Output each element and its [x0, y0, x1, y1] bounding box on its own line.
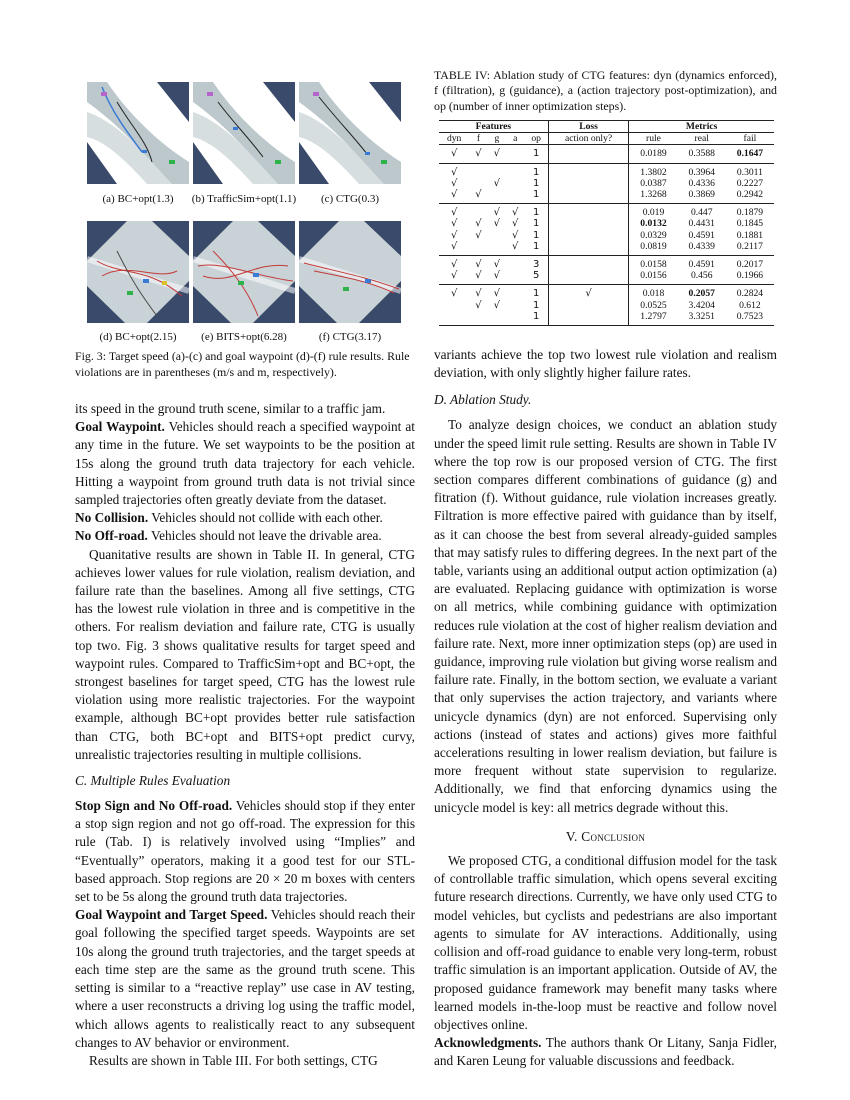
figure-panel-f	[299, 221, 401, 323]
table-cell: 0.2017	[726, 256, 774, 271]
table-cell	[469, 311, 487, 326]
table-cell: 0.0525	[640, 299, 667, 311]
figure-panel-e	[193, 221, 295, 323]
table-cell	[488, 230, 506, 241]
table-cell: √	[469, 256, 487, 271]
paragraph: its speed in the ground truth scene, similar to a traffic jam.	[75, 401, 386, 416]
table-row	[439, 145, 774, 163]
table-row	[439, 178, 774, 189]
subcaption-e: (e) BITS+opt(6.28)	[201, 331, 287, 343]
figure-caption: Fig. 3: Target speed (a)-(c) and goal waypoint (d)-(f) rule results. Rule violations are in parentheses (m/s and m, respectively).	[75, 349, 410, 379]
table-cell	[469, 163, 487, 178]
table-cell: √	[450, 218, 458, 230]
table-cell: 0.3869	[688, 189, 715, 201]
section-heading-c: C. Multiple Rules Evaluation	[75, 773, 231, 789]
table-cell: 0.447	[678, 204, 726, 219]
table-cell: 0.0189	[629, 145, 678, 163]
table-cell	[548, 241, 628, 256]
table-cell: 1	[524, 204, 548, 219]
table-cell: √	[475, 229, 482, 241]
table-cell	[548, 218, 628, 229]
table-cell: √	[475, 189, 482, 201]
group-header-features: Features	[439, 121, 548, 133]
table-cell: √	[439, 145, 469, 163]
table-cell: 1	[532, 240, 540, 252]
table-cell: √	[450, 240, 458, 252]
table-cell: √	[450, 189, 458, 201]
table-cell: 0.612	[739, 299, 761, 311]
table-cell	[488, 311, 506, 326]
subcaption-d: (d) BC+opt(2.15)	[99, 331, 177, 343]
table-cell: 5	[532, 270, 540, 282]
no-offroad-paragraph	[75, 527, 415, 545]
column-header: f	[476, 133, 481, 145]
table-cell: √	[493, 299, 501, 311]
table-cell: √	[488, 256, 506, 271]
table-cell: √	[475, 270, 482, 282]
goal-target-heading: Goal Waypoint and Target Speed.	[75, 907, 268, 923]
table-cell: 0.4431	[688, 218, 715, 230]
table-cell: 0.0387	[640, 177, 667, 189]
table-cell: √	[493, 270, 501, 282]
table-cell: √	[488, 145, 506, 163]
table-cell: √	[493, 218, 501, 230]
table-cell: 0.4591	[678, 256, 726, 271]
paragraph: To analyze design choices, we conduct an ablation study under the speed limit rule setting. Results are shown in Table IV where the top row is our proposed version of CTG. The first section compares different combinations of guidance (g) and fitration (f). Without guidance, rule violation increases greatly. Filtration is more effective paired with guidance than by itself, as it can choose the best from several already-guided samples that may satisfy rules to differing degrees. In the next part of the table, variants using an additional output action optimization (a) are evaluated. Replacing guidance with optimization is worse on all metrics, while combining guidance with optimization reduces rule violation at the cost of higher realism deviation and failure rate. Next, more inner optimization steps (op) are used in guidance, improving rule violation but giving worse realism and failure rate. Finally, in the bottom section, we evaluate a variant that only supervises the action trajectory, and variants where unicycle dynamics (dyn) are not enforced. Supervising only actions (instead of states and actions) gives more faithful accelerations resulting in lower realism deviation, but failure is more frequent without state supervision to regularize. Additionally, we find that enforcing dynamics using the unicycle model is key: all metrics degrade without this.	[434, 417, 777, 815]
column-header: action only?	[548, 133, 628, 145]
table-cell: 0.2057	[678, 285, 726, 300]
table-cell: 1	[532, 299, 540, 311]
table-cell	[548, 230, 628, 241]
table-row	[439, 270, 774, 285]
table-cell: 1.3268	[640, 189, 667, 201]
goal-waypoint-heading: Goal Waypoint.	[75, 419, 165, 435]
goal-waypoint-paragraph	[75, 418, 415, 509]
table-cell: 0.4591	[688, 229, 715, 241]
table-cell: √	[512, 218, 519, 230]
table-cell	[506, 256, 524, 271]
table-cell: 1	[532, 189, 540, 201]
table-cell: 1	[524, 311, 548, 326]
table-row	[439, 241, 774, 256]
group-header-loss: Loss	[548, 121, 628, 133]
table-cell	[469, 204, 487, 219]
table-cell	[488, 189, 506, 204]
table-cell: 0.0156	[640, 270, 667, 282]
acknowledgments-text: The authors thank Or Litany, Sanja Fidler, and Karen Leung for valuable discussions and feedback.	[434, 1035, 777, 1069]
table-cell: 0.4336	[688, 177, 715, 189]
table-cell: 3.3251	[678, 311, 726, 326]
table-cell: √	[439, 204, 469, 219]
no-collision-heading: No Collision.	[75, 510, 149, 526]
column-header: op	[531, 133, 541, 145]
table-cell: √	[512, 229, 519, 241]
table-row	[439, 300, 774, 311]
table-cell	[506, 311, 524, 326]
table-cell	[548, 270, 628, 285]
table-cell: 1.2797	[629, 311, 678, 326]
table-cell: √	[506, 204, 524, 219]
table-cell: 0.7523	[726, 311, 774, 326]
paragraph: Quanitative results are shown in Table II. In general, CTG achieves lower values for rule violation, realism deviation, and failure rate than the baselines. Among all five settings, CTG has the lowest rule violation in three and is competitive in the others. For realism deviation and failure rate, CTG is usually top two. Fig. 3 shows qualitative results for target speed and waypoint rules. Compared to TrafficSim+opt and BC+opt, the strongest baselines for target speed, CTG has the lowest rule violation using more realistic trajectories. For the waypoint example, although BC+opt provides better rule satisfaction than CTG, both BC+opt and BITS+opt predict curvy, unrealistic trajectories resulting in multiple collisions.	[75, 546, 415, 762]
group-header-metrics: Metrics	[629, 121, 774, 133]
table-cell: 0.0132	[640, 218, 667, 230]
table-cell: √	[493, 177, 501, 189]
column-header: dyn	[446, 133, 462, 145]
table-cell: √	[469, 285, 487, 300]
table-cell: 0.0158	[629, 256, 678, 271]
figure-panel-c	[299, 82, 401, 184]
table-cell: 0.019	[629, 204, 678, 219]
table-cell: 0.018	[629, 285, 678, 300]
no-collision-paragraph	[75, 509, 415, 527]
table-cell	[506, 189, 524, 204]
figure-panel-b	[193, 82, 295, 184]
paragraph: Results are shown in Table III. For both settings, CTG	[89, 1052, 378, 1068]
subcaption-a: (a) BC+opt(1.3)	[102, 193, 174, 205]
left-column	[75, 400, 415, 1070]
column-header: rule	[646, 133, 661, 145]
column-header: a	[513, 133, 518, 145]
column-header: real	[694, 133, 709, 145]
table-row	[439, 189, 774, 204]
goal-target-paragraph	[75, 906, 415, 1052]
table-cell	[506, 178, 524, 189]
table-cell: √	[475, 299, 482, 311]
table-cell: 0.1845	[736, 218, 764, 230]
table-cell: 3	[524, 256, 548, 271]
section-heading-d: D. Ablation Study.	[434, 392, 532, 408]
section-number: V.	[565, 828, 578, 844]
table-cell: 0.2227	[736, 177, 764, 189]
section-title: Conclusion	[581, 828, 646, 844]
table-cell	[506, 270, 524, 285]
table-row	[439, 256, 774, 271]
table-cell: 0.3588	[678, 145, 726, 163]
column-header: fail	[743, 133, 757, 145]
table-row	[439, 285, 774, 300]
acknowledgments-paragraph	[434, 1034, 777, 1070]
table-caption: TABLE IV: Ablation study of CTG features: dyn (dynamics enforced), f (filtration), g (guidance), a (action trajectory post-optimization), and op (number of inner optimization steps).	[434, 68, 777, 113]
table-row	[439, 204, 774, 219]
table-cell: 1	[524, 163, 548, 178]
table-cell	[506, 145, 524, 163]
subcaption-f: (f) CTG(3.17)	[318, 331, 382, 343]
table-cell	[548, 145, 628, 163]
table-cell: √	[512, 240, 519, 252]
table-cell	[439, 300, 469, 311]
table-cell	[439, 311, 469, 326]
table-row	[439, 163, 774, 178]
table-cell	[548, 256, 628, 271]
table-cell	[548, 189, 628, 204]
table-cell: 0.1966	[736, 270, 764, 282]
table-cell: 0.1647	[726, 145, 774, 163]
no-offroad-heading: No Off-road.	[75, 528, 148, 544]
table-cell: √	[475, 218, 482, 230]
table-cell: √	[439, 163, 469, 178]
stop-sign-paragraph	[75, 797, 415, 906]
no-offroad-text: Vehicles should not leave the drivable area.	[147, 528, 382, 544]
table-cell	[548, 204, 628, 219]
table-cell	[506, 285, 524, 300]
stop-sign-heading: Stop Sign and No Off-road.	[75, 798, 233, 814]
table-cell	[548, 300, 628, 311]
table-cell: 0.3964	[678, 163, 726, 178]
table-cell	[469, 178, 487, 189]
table-cell: √	[439, 256, 469, 271]
table-cell: √	[439, 285, 469, 300]
figure-panel-a	[87, 82, 189, 184]
table-cell	[548, 178, 628, 189]
section-heading-conclusion	[434, 828, 777, 846]
table-row	[439, 311, 774, 326]
table-cell: 0.3011	[726, 163, 774, 178]
paragraph: variants achieve the top two lowest rule violation and realism deviation, with only slightly higher failure rates.	[434, 347, 777, 381]
acknowledgments-heading: Acknowledgments.	[434, 1035, 542, 1051]
table-row	[439, 218, 774, 229]
table-cell	[488, 241, 506, 256]
table-cell: √	[469, 145, 487, 163]
table-cell: 1.3802	[629, 163, 678, 178]
goal-waypoint-text: Vehicles should reach a specified waypoint at any time in the future. We set waypoints to be the position at 15s along the ground truth data trajectory for each vehicle. Hitting a waypoint from ground truth data is not trivial since sampled trajectories often greatly deviate from the dataset.	[75, 419, 415, 508]
table-cell: 1	[532, 229, 540, 241]
table-cell: 0.2942	[736, 189, 764, 201]
subcaption-c: (c) CTG(0.3)	[320, 193, 380, 205]
table-row	[439, 230, 774, 241]
table-cell: 0.4339	[688, 240, 715, 252]
subcaption-b: (b) TrafficSim+opt(1.1)	[191, 193, 297, 205]
table-cell: 0.0329	[640, 229, 667, 241]
table-cell: 0.456	[690, 270, 713, 282]
table-cell	[548, 163, 628, 178]
table-cell: √	[450, 229, 458, 241]
table-cell	[488, 163, 506, 178]
table-cell	[506, 300, 524, 311]
table-cell: 1	[532, 218, 540, 230]
stop-sign-text: Vehicles should stop if they enter a stop sign region and not go off-road. The expression for this rule (Tab. I) is relatively involved using “Implies” and “Eventually” operators, making it a good test for our STL-based approach. Stop regions are 20 × 20 m boxes with centers set to be 5s along the ground truth data trajectories.	[75, 798, 415, 905]
table-cell: 0.2824	[726, 285, 774, 300]
table-cell: √	[488, 204, 506, 219]
table-cell	[506, 163, 524, 178]
table-cell: √	[450, 270, 458, 282]
column-header: g	[494, 133, 500, 145]
table-cell: 0.2117	[736, 240, 763, 252]
table-cell: 0.0819	[640, 240, 667, 252]
paragraph: We proposed CTG, a conditional diffusion model for the task of controllable traffic simulation, which opens several exciting future research directions. Currently, we have only used CTG to model vehicles, but cyclists and pedestrians are also important agents to simulate for AV interactions. Additionally, using collision and off-road guidance to enable very long-term, robust traffic simulation is an important application. Outside of AV, the proposed guidance framework may benefit many tasks where learned models in-the-loop must be reactive and follow novel objectives online.	[434, 853, 777, 1032]
figure-panel-d	[87, 221, 189, 323]
table-cell: 1	[524, 285, 548, 300]
table-cell	[548, 311, 628, 326]
table-cell: √	[450, 177, 458, 189]
right-column	[434, 346, 777, 1071]
goal-target-text: Vehicles should reach their goal following the specified target speeds. Waypoints are set 10s along the ground truth trajectories, and the target speeds at each time step are the same as the ground truth scene. This setting is similar to a “reactive replay” use case in AV testing, where a user reconstructs a driving log using the traffic model, which allows agents to realistically react to any subsequent changes to AV behavior or environment.	[75, 907, 415, 1050]
table-cell: √	[488, 285, 506, 300]
table-cell: 1	[524, 145, 548, 163]
ablation-table	[439, 120, 774, 326]
table-cell: 3.4204	[688, 299, 715, 311]
no-collision-text: Vehicles should not collide with each other.	[148, 510, 383, 526]
table-cell: 0.1881	[736, 229, 764, 241]
table-cell: √	[548, 285, 628, 300]
table-cell: 0.1879	[726, 204, 774, 219]
table-cell	[469, 241, 487, 256]
table-cell: 1	[532, 177, 540, 189]
